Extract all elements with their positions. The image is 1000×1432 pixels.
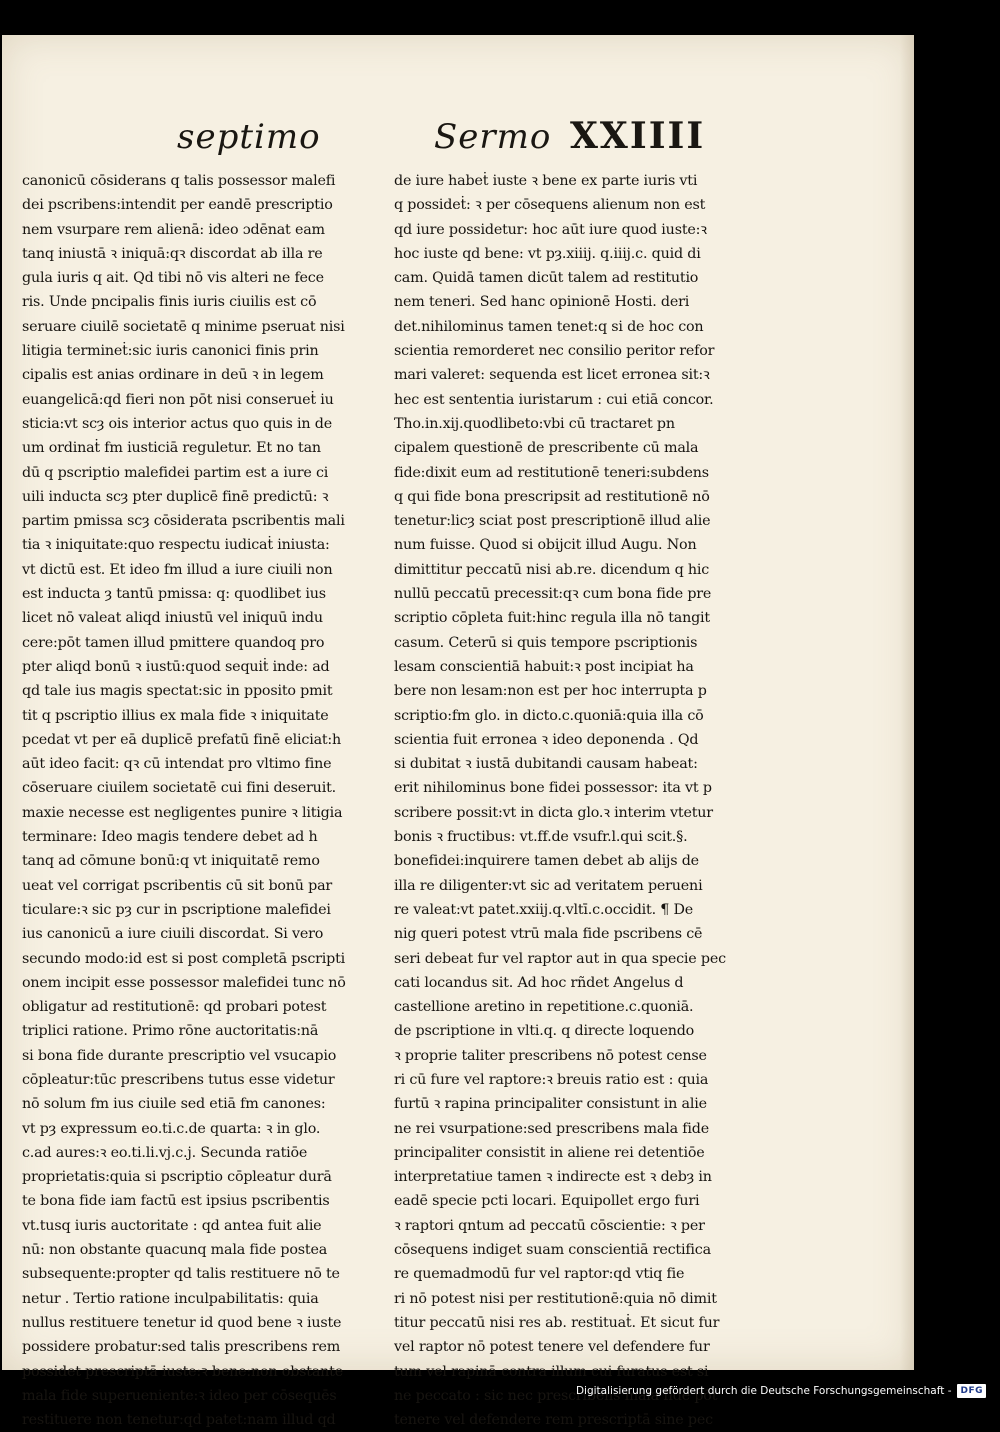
footer-credit: Digitalisierung gefördert durch die Deutsche Forschungsgemeinschaft - (575, 1385, 952, 1397)
text-line: de pscriptione in vlti.q. q directe loquendo (394, 1023, 695, 1040)
text-line: re valeat:vt patet.xxiij.q.vltī.c.occidit. ¶ De (394, 901, 694, 918)
text-line: ticulare:ꝛ sic pȝ cur in pscriptione malefidei (22, 901, 331, 918)
text-line: tenere vel defendere rem prescriptā sine pec (394, 1412, 713, 1429)
text-line: seruare ciuilē societatē q minime pseruat nisi (22, 318, 345, 335)
text-line: tanq ad cōmune bonū:q vt iniquitatē remo (22, 853, 320, 870)
text-line: ne rei vsurpatione:sed prescribens mala fide (394, 1120, 709, 1137)
text-line: nullū peccatū precessit:qꝛ cum bona fide pre (394, 586, 712, 603)
text-line: scriptio:fm glo. in dicto.c.quoniā:quia illa cō (394, 707, 704, 724)
text-line: cipalem questionē de prescribente cū mala (394, 440, 699, 457)
text-line: ne peccato : sic nec prescribens mala fide pōt (394, 1387, 718, 1404)
text-line: tanq iniustā ꝛ iniquā:qꝛ discordat ab illa re (22, 245, 323, 262)
text-line: titur peccatū nisi res ab. restituaṫ. Et sicut fur (394, 1314, 720, 1331)
text-line: bonis ꝛ fructibus: vt.ff.de vsufr.l.qui scit.§. (394, 829, 688, 846)
text-line: castellione aretino in repetitione.c.quoniā. (394, 999, 694, 1016)
left-text-column (22, 169, 394, 1432)
text-line: triplici ratione. Primo rōne auctoritatis:nā (22, 1023, 319, 1040)
text-line: interpretatiue tamen ꝛ indirecte est ꝛ debȝ in (394, 1169, 712, 1186)
text-line: ueat vel corrigat pscribentis cū sit bonū par (22, 877, 333, 894)
text-line: num fuisse. Quod si obijcit illud Augu. Non (394, 537, 697, 554)
text-line: licet nō valeat aliqd iniustū vel iniquū indu (22, 610, 323, 627)
text-line: possidere probatur:sed talis prescribens rem (22, 1339, 341, 1356)
text-line: cati locandus sit. Ad hoc rñdet Angelus d (394, 974, 684, 991)
text-line: seri debeat fur vel raptor aut in qua specie pec (394, 950, 726, 967)
text-line: nullus restituere tenetur id quod bene ꝛ iuste (22, 1314, 342, 1331)
text-line: scriptio cōpleta fuit:hinc regula illa nō tangit (394, 610, 710, 627)
text-line: nō solum fm ius ciuile sed etiā fm canones: (22, 1096, 326, 1113)
text-line: partim pmissa scȝ cōsiderata pscribentis mali (22, 513, 345, 530)
text-line: ri cū fure vel raptore:ꝛ breuis ratio est : quia (394, 1071, 709, 1088)
text-line: te bona fide iam factū est ipsius pscribentis (22, 1193, 330, 1210)
text-line: gula iuris q ait. Qd tibi nō vis alteri ne fece (22, 270, 324, 287)
text-line: proprietatis:quia si pscriptio cōpleatur durā (22, 1169, 332, 1186)
text-line: um ordinaṫ fm iusticiā reguletur. Et no tan (22, 440, 321, 457)
text-line: mari valeret: sequenda est licet erronea sit:ꝛ (394, 367, 710, 384)
text-line: vt pȝ expressum eo.ti.c.de quarta: ꝛ in glo. (22, 1120, 321, 1137)
text-line: eadē specie pcti locari. Equipollet ergo furi (394, 1193, 700, 1210)
text-line: litigia termineṫ:sic iuris canonici finis prin (22, 343, 319, 360)
text-line: Tho.in.xij.quodlibeto:vbi cū tractaret pn (394, 415, 675, 432)
text-line: re quemadmodū fur vel raptor:qd vtiq fie (394, 1266, 685, 1283)
text-line: vt.tusq iuris auctoritate : qd antea fuit alie (22, 1217, 322, 1234)
text-line: de iure habeṫ iuste ꝛ bene ex parte iuris vti (394, 173, 698, 189)
text-line: principaliter consistit in aliene rei detentiōe (394, 1144, 705, 1161)
text-line: pter aliqd bonū ꝛ iustū:quod sequiṫ inde: ad (22, 658, 330, 675)
text-line: q possideṫ: ꝛ per cōsequens alienum non est (394, 197, 706, 214)
text-line: cere:pōt tamen illud pmittere quandoq pro (22, 634, 325, 651)
text-line: netur . Tertio ratione inculpabilitatis: quia (22, 1290, 319, 1307)
text-line: casum. Ceterū si quis tempore pscriptionis (394, 634, 698, 651)
text-line: q qui fide bona prescripsit ad restitutionē nō (394, 488, 710, 505)
text-line: det.nihilominus tamen tenet:q si de hoc con (394, 318, 704, 335)
text-line: ius canonicū a iure ciuili discordat. Si vero (22, 926, 324, 943)
text-line: scribere possit:vt in dicta glo.ꝛ interim vtetur (394, 804, 713, 821)
text-line: tia ꝛ iniquitate:quo respectu iudicaṫ iniusta: (22, 537, 330, 554)
text-line: ri nō potest nisi per restitutionē:quia nō dimit (394, 1290, 717, 1307)
text-line: tenetur:licȝ sciat post prescriptionē illud alie (394, 513, 711, 530)
text-line: furtū ꝛ rapina principaliter consistunt in alie (394, 1096, 707, 1113)
text-line: bonefidei:inquirere tamen debet ab alijs de (394, 853, 699, 870)
text-line: mala fide superueniente:ꝛ ideo per cōsequēs (22, 1387, 337, 1404)
text-line: nem teneri. Sed hanc opinionē Hosti. deri (394, 294, 690, 311)
text-line: cōseruare ciuilem societatē cui fini deseruit. (22, 780, 336, 797)
text-line: uili inducta scȝ pter duplicē finē predictū: ꝛ (22, 488, 329, 505)
text-line: tum vel rapinā contra illum cui furatus est si (394, 1363, 709, 1380)
text-line: hec est sententia iuristarum : cui etiā concor. (394, 391, 714, 408)
text-line: si dubitat ꝛ iustā dubitandi causam habeat: (394, 756, 698, 773)
text-line: bere non lesam:non est per hoc interrupta p (394, 683, 707, 700)
text-line: qd iure possidetur: hoc aūt iure quod iuste:ꝛ (394, 221, 707, 238)
text-line: sticia:vt scȝ ois interior actus quo quis in de (22, 415, 332, 432)
text-line: tit q pscriptio illius ex mala fide ꝛ iniquitate (22, 707, 329, 724)
text-line: cipalis est anias ordinare in deū ꝛ in legem (22, 367, 324, 384)
text-line: si bona fide durante prescriptio vel vsucapio (22, 1047, 337, 1064)
text-line: dimittitur peccatū nisi ab.re. dicendum q hic (394, 561, 710, 578)
text-line: est inducta ȝ tantū pmissa: q: quodlibet ius (22, 586, 326, 603)
running-head-left: septimo (177, 117, 321, 157)
text-line: vel raptor nō potest tenere vel defendere fur (394, 1339, 710, 1356)
text-line: dei pscribens:intendit per eandē prescriptio (22, 197, 333, 214)
text-line: possidet prescriptā iuste:ꝛ bene:non obstante (22, 1363, 343, 1380)
text-line: fide:dixit eum ad restitutionē teneri:subdens (394, 464, 709, 481)
text-line: lesam conscientiā habuit:ꝛ post incipiat ha (394, 658, 694, 675)
text-line: c.ad aures:ꝛ eo.ti.li.vj.c.j. Secunda ratiōe (22, 1144, 308, 1161)
text-line: dū q pscriptio malefidei partim est a iure ci (22, 464, 329, 481)
text-line: scientia remorderet nec consilio peritor refor (394, 343, 715, 360)
digitization-footer (576, 1380, 986, 1402)
right-text-column (394, 169, 766, 1432)
text-line: obligatur ad restitutionē: qd probari potest (22, 999, 327, 1016)
text-line: vt dictū est. Et ideo fm illud a iure ciuili non (22, 561, 333, 578)
folio-number: XXIIII (570, 115, 706, 157)
text-line: maxie necesse est negligentes punire ꝛ litigia (22, 804, 343, 821)
text-line: ꝛ proprie taliter prescribens nō potest cense (394, 1047, 707, 1064)
text-line: onem incipit esse possessor malefidei tunc nō (22, 974, 346, 991)
text-line: pcedat vt per eā duplicē prefatū finē eliciat:h (22, 731, 342, 748)
text-line: restituere non tenetur:qd patet:nam illud qd (22, 1412, 336, 1429)
text-line: aūt ideo facit: qꝛ cū intendat pro vltimo fine (22, 756, 332, 773)
text-line: nū: non obstante quacunq mala fide postea (22, 1242, 328, 1259)
text-line: illa re diligenter:vt sic ad veritatem perueni (394, 877, 703, 894)
text-line: euangelicā:qd fieri non pōt nisi conserueṫ iu (22, 391, 334, 408)
text-line: cōpleatur:tūc prescribens tutus esse videtur (22, 1071, 335, 1088)
text-line: terminare: Ideo magis tendere debet ad h (22, 829, 318, 846)
text-line: subsequente:propter qd talis restituere nō te (22, 1266, 340, 1283)
text-line: canonicū cōsiderans q talis possessor malefi (22, 173, 336, 189)
text-line: scientia fuit erronea ꝛ ideo deponenda . Qd (394, 731, 699, 748)
text-line: ꝛ raptori qntum ad peccatū cōscientie: ꝛ per (394, 1217, 705, 1234)
text-line: secundo modo:id est si post completā pscripti (22, 950, 346, 967)
text-line: qd tale ius magis spectat:sic in pposito pmit (22, 683, 333, 700)
text-line: hoc iuste qd bene: vt pȝ.xiiij. q.iiij.c. quid di (394, 245, 701, 262)
text-line: nem vsurpare rem alienā: ideo ɔdēnat eam (22, 221, 325, 238)
page-edge-shadow (900, 35, 914, 1370)
text-line: nig queri potest vtrū mala fide pscribens cē (394, 926, 703, 943)
text-line: ris. Unde pncipalis finis iuris ciuilis est cō (22, 294, 317, 311)
running-head-right: Sermo (434, 117, 552, 157)
dfg-logo-icon: DFG (957, 1384, 986, 1398)
text-line: erit nihilominus bone fidei possessor: ita vt p (394, 780, 712, 797)
text-line: cōsequens indiget suam conscientiā rectifica (394, 1242, 711, 1259)
text-line: cam. Quidā tamen dicūt talem ad restitutio (394, 270, 699, 287)
